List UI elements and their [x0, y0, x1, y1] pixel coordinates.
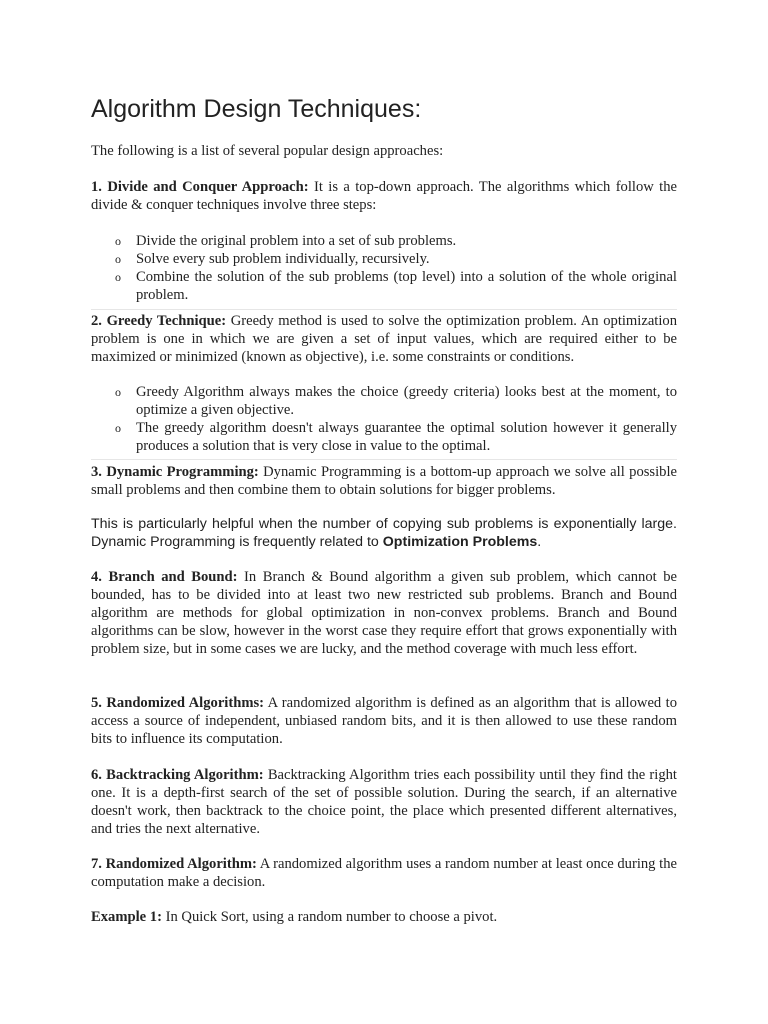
divider	[91, 459, 677, 460]
section-label: 6. Backtracking Algorithm:	[91, 767, 264, 783]
list-item: o Greedy Algorithm always makes the choice (greedy criteria) looks best at the moment, to optimize a given objective.	[115, 384, 677, 418]
list-item: o Combine the solution of the sub problems (top level) into a solution of the whole original problem.	[115, 269, 677, 303]
section-text: In Branch & Bound algorithm a given sub problem, which cannot be bounded, has to be divided into at least two new restricted sub problems. Branch and Bound algorithm are methods for global optimization in non-convex problems. Branch and Bound algorithms can be slow, however in the worst case they require effort that grows exponentially with problem size, but in some cases we are lucky, and the method coverage with much less effort.	[91, 569, 677, 657]
section-dynamic-programming	[91, 463, 677, 499]
section-text: It is a top-down approach. The algorithms which follow the divide & conquer techniques involve three steps:	[91, 179, 677, 213]
emphasis: Optimization Problems	[382, 534, 538, 550]
section-text: Greedy method is used to solve the optimization problem. An optimization problem is one in which we are given a set of input values, which are required either to be maximized or minimized (known as objective), i.e. some constraints or conditions.	[91, 313, 677, 365]
section-branch-and-bound	[91, 568, 677, 658]
list-item: o Divide the original problem into a set of sub problems.	[115, 233, 457, 249]
section-divide-and-conquer	[91, 178, 677, 214]
section-label: 4. Branch and Bound:	[91, 569, 238, 585]
example-text: In Quick Sort, using a random number to choose a pivot.	[161, 909, 498, 925]
example-paragraph	[91, 908, 677, 926]
dynamic-programming-note: This is particularly helpful when the number of copying sub problems is exponentially large. Dynamic Programming is frequently related to Optimization Problems.	[91, 516, 677, 550]
section-label: 7. Randomized Algorithm:	[91, 856, 257, 872]
section-text: Backtracking Algorithm tries each possibility until they find the right one. It is a depth-first search of the set of possible solution. During the search, if an alternative doesn't work, then backtrack to the choice point, the place which presented different alternatives, and tries the next alternative.	[91, 767, 677, 837]
section-text: A randomized algorithm is defined as an algorithm that is allowed to access a source of independent, unbiased random bits, and it is then allowed to use these random bits to influence its computation.	[91, 695, 677, 747]
bullet-marker: o	[115, 252, 121, 266]
list-item: o The greedy algorithm doesn't always guarantee the optimal solution however it generally produces a solution that is very close in value to the optimal.	[115, 420, 677, 454]
section-greedy	[91, 312, 677, 366]
section-randomized-algorithm	[91, 855, 677, 891]
section-text: A randomized algorithm uses a random number at least once during the computation make a decision.	[91, 856, 677, 890]
bullet-marker: o	[115, 234, 121, 248]
intro-paragraph: The following is a list of several popular design approaches:	[91, 143, 444, 159]
divide-steps-list	[91, 232, 677, 304]
section-label: 5. Randomized Algorithms:	[91, 695, 265, 711]
greedy-notes-list	[91, 383, 677, 455]
bullet-marker: o	[115, 385, 121, 399]
section-label: 3. Dynamic Programming:	[91, 464, 259, 480]
list-item: o Solve every sub problem individually, recursively.	[115, 251, 430, 267]
example-label: Example 1:	[91, 909, 162, 925]
bullet-marker: o	[115, 421, 121, 435]
section-label: 2. Greedy Technique:	[91, 313, 227, 329]
divider	[91, 309, 677, 310]
section-text: Dynamic Programming is a bottom-up approach we solve all possible small problems and then combine them to obtain solutions for bigger problems.	[91, 464, 677, 498]
page-title: Algorithm Design Techniques:	[91, 95, 422, 123]
bullet-marker: o	[115, 270, 121, 284]
section-label: 1. Divide and Conquer Approach:	[91, 179, 309, 195]
section-backtracking	[91, 766, 677, 838]
section-randomized-algorithms	[91, 694, 677, 748]
